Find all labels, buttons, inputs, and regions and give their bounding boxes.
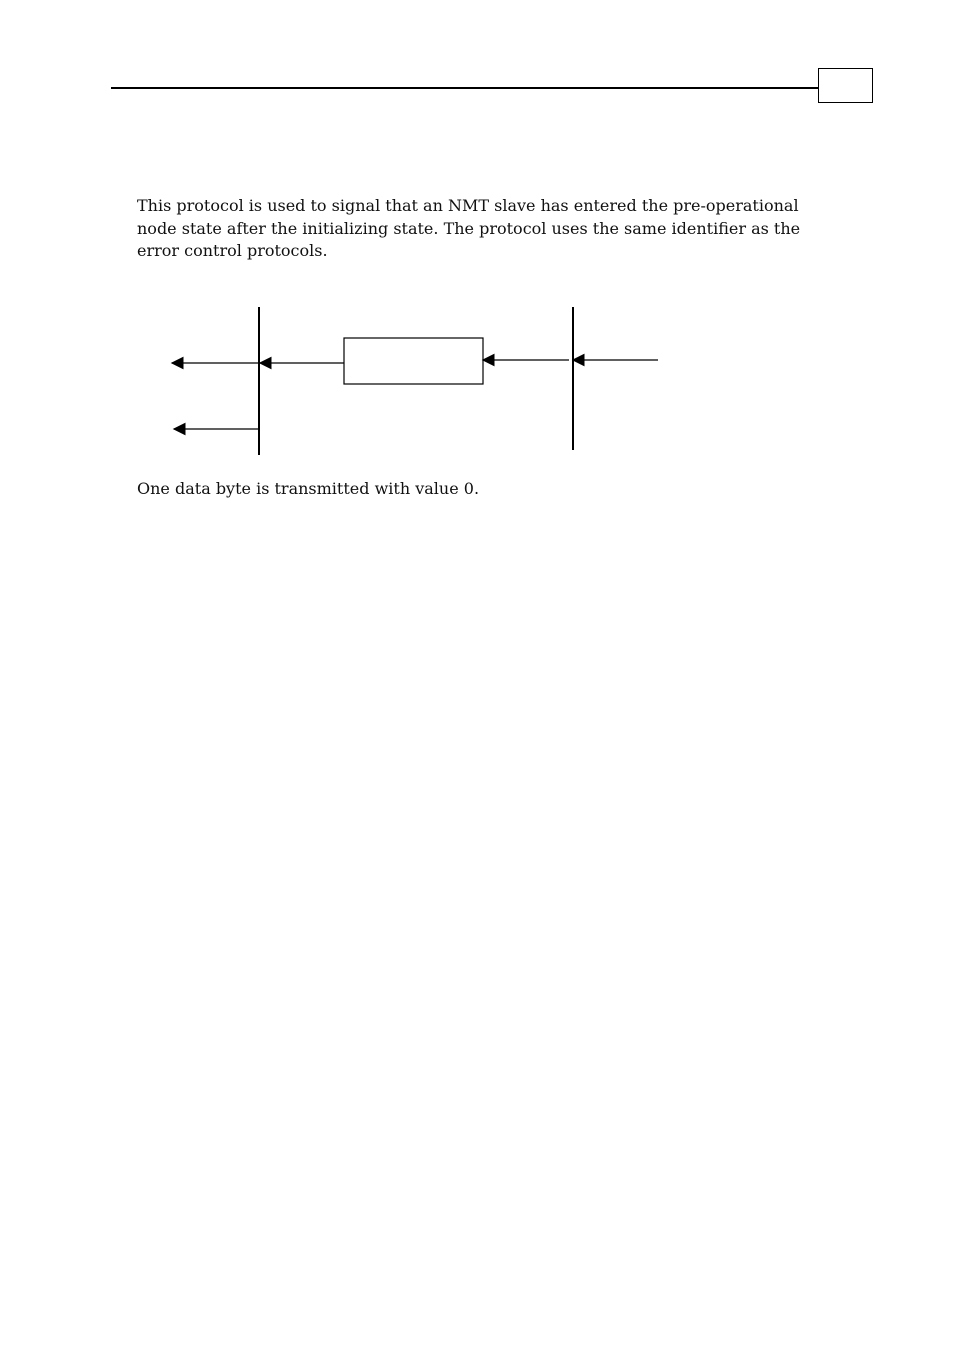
page-number-box — [818, 68, 873, 103]
header-rule — [111, 87, 819, 89]
intro-paragraph: This protocol is used to signal that an NMT slave has entered the pre-operational node state after the initializing state. The protocol uses the same identifier as the error control protocols. — [137, 196, 801, 260]
bootup-message-box — [344, 338, 483, 384]
data-byte-paragraph: One data byte is transmitted with value 0. — [137, 479, 480, 498]
